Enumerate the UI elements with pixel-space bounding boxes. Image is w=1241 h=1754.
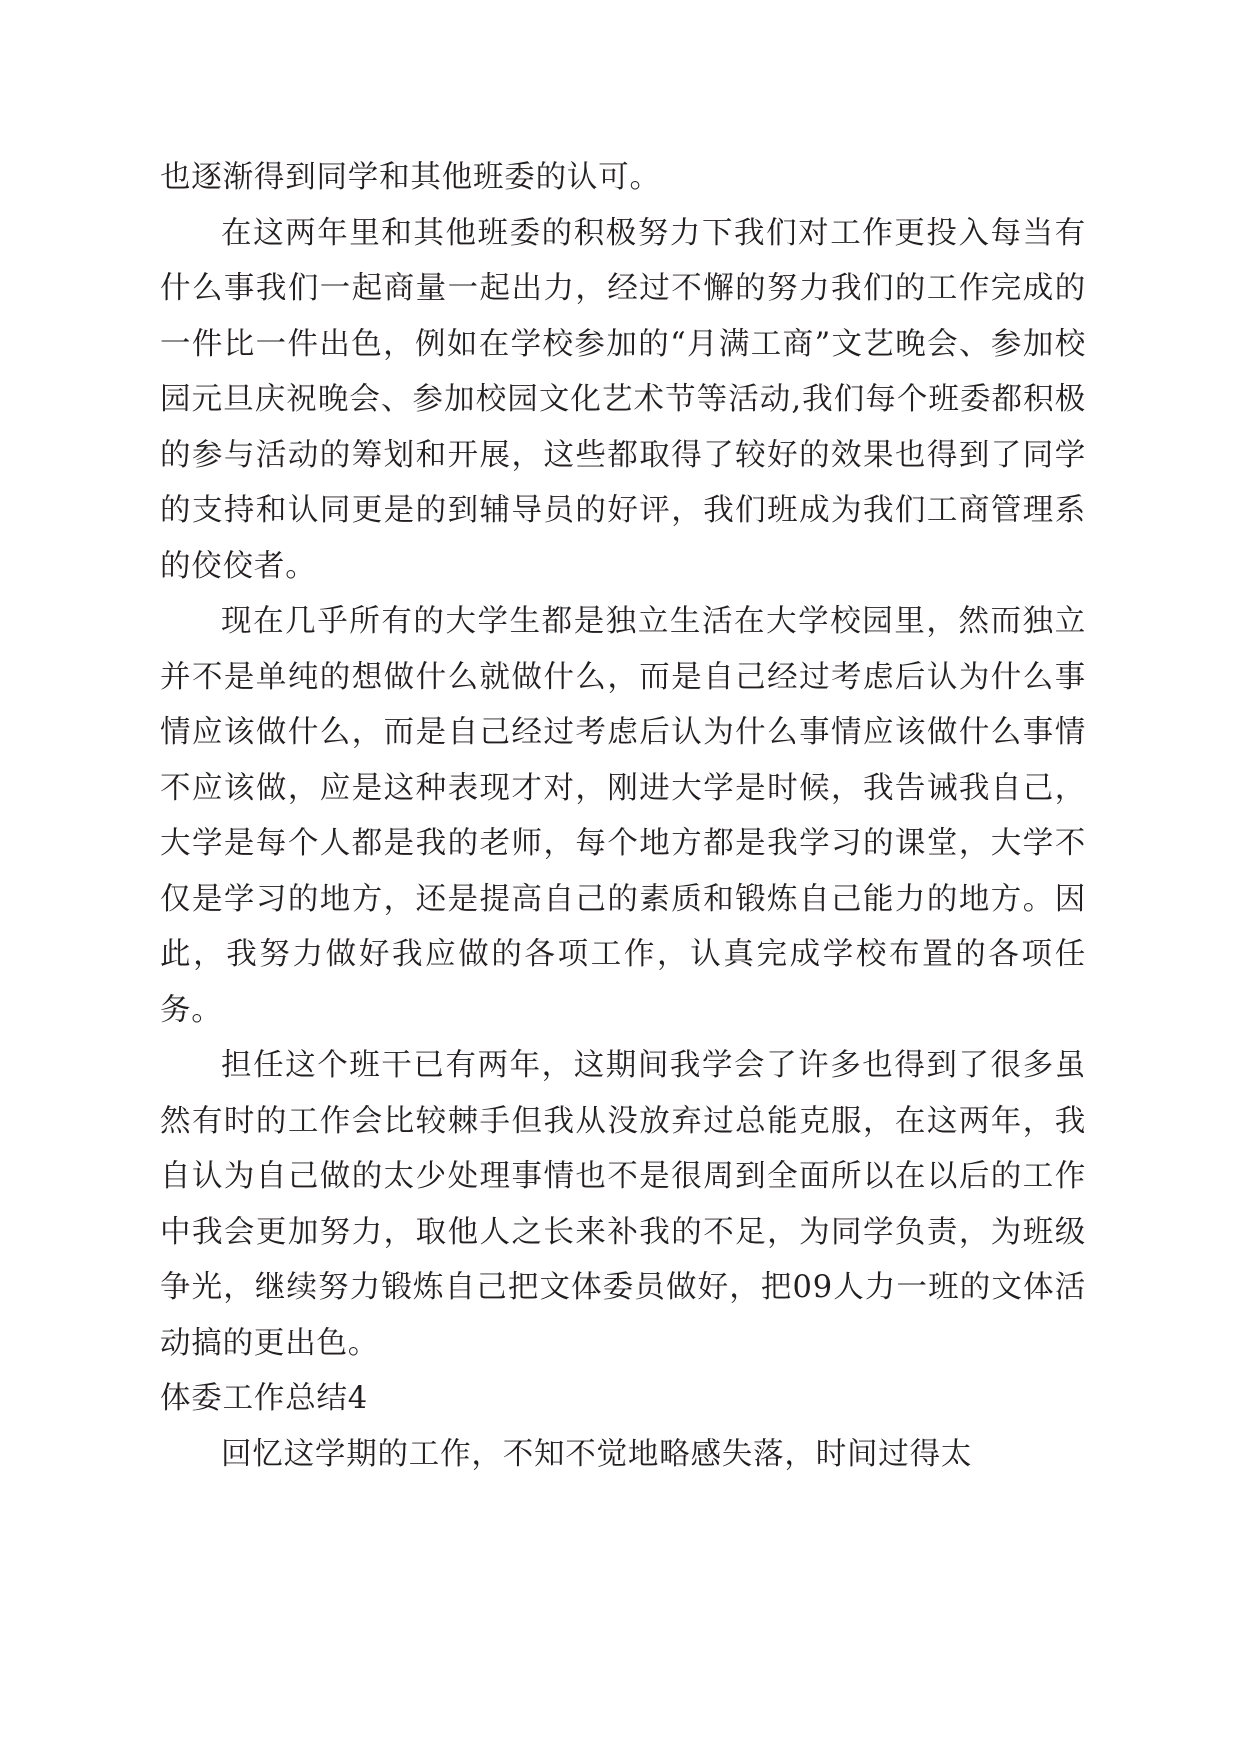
document-body [160, 150, 1086, 1482]
paragraph-independence: 现在几乎所有的大学生都是独立生活在大学校园里，然而独立并不是单纯的想做什么就做什么，而是自己经过考虑后认为什么事情应该做什么，而是自己经过考虑后认为什么事情应该做什么事情不应该做，应是这种表现才对，刚进大学是时候，我告诫我自己，大学是每个人都是我的老师，每个地方都是我学习的课堂，大学不仅是学习的地方，还是提高自己的素质和锻炼自己能力的地方。因此，我努力做好我应做的各项工作，认真完成学校布置的各项任务。 [160, 604, 1086, 1028]
paragraph-summary: 担任这个班干已有两年，这期间我学会了许多也得到了很多虽然有时的工作会比较棘手但我从没放弃过总能克服，在这两年，我自认为自己做的太少处理事情也不是很周到全面所以在以后的工作中我会更加努力，取他人之长来补我的不足，为同学负责，为班级争光，继续努力锻炼自己把文体委员做好，把09人力一班的文体活动搞的更出色。 [160, 1048, 1086, 1361]
paragraph-recall: 回忆这学期的工作，不知不觉地略感失落，时间过得太 [221, 1436, 973, 1472]
paragraph-continued: 也逐渐得到同学和其他班委的认可。 [160, 160, 661, 195]
paragraph-teamwork: 在这两年里和其他班委的积极努力下我们对工作更投入每当有什么事我们一起商量一起出力，经过不懈的努力我们的工作完成的一件比一件出色，例如在学校参加的“月满工商”文艺晚会、参加校园元旦庆祝晚会、参加校园文化艺术节等活动,我们每个班委都积极的参与活动的筹划和开展，这些都取得了较好的效果也得到了同学的支持和认同更是的到辅导员的好评，我们班成为我们工商管理系的佼佼者。 [160, 215, 1086, 584]
section-heading: 体委工作总结4 [160, 1381, 369, 1416]
